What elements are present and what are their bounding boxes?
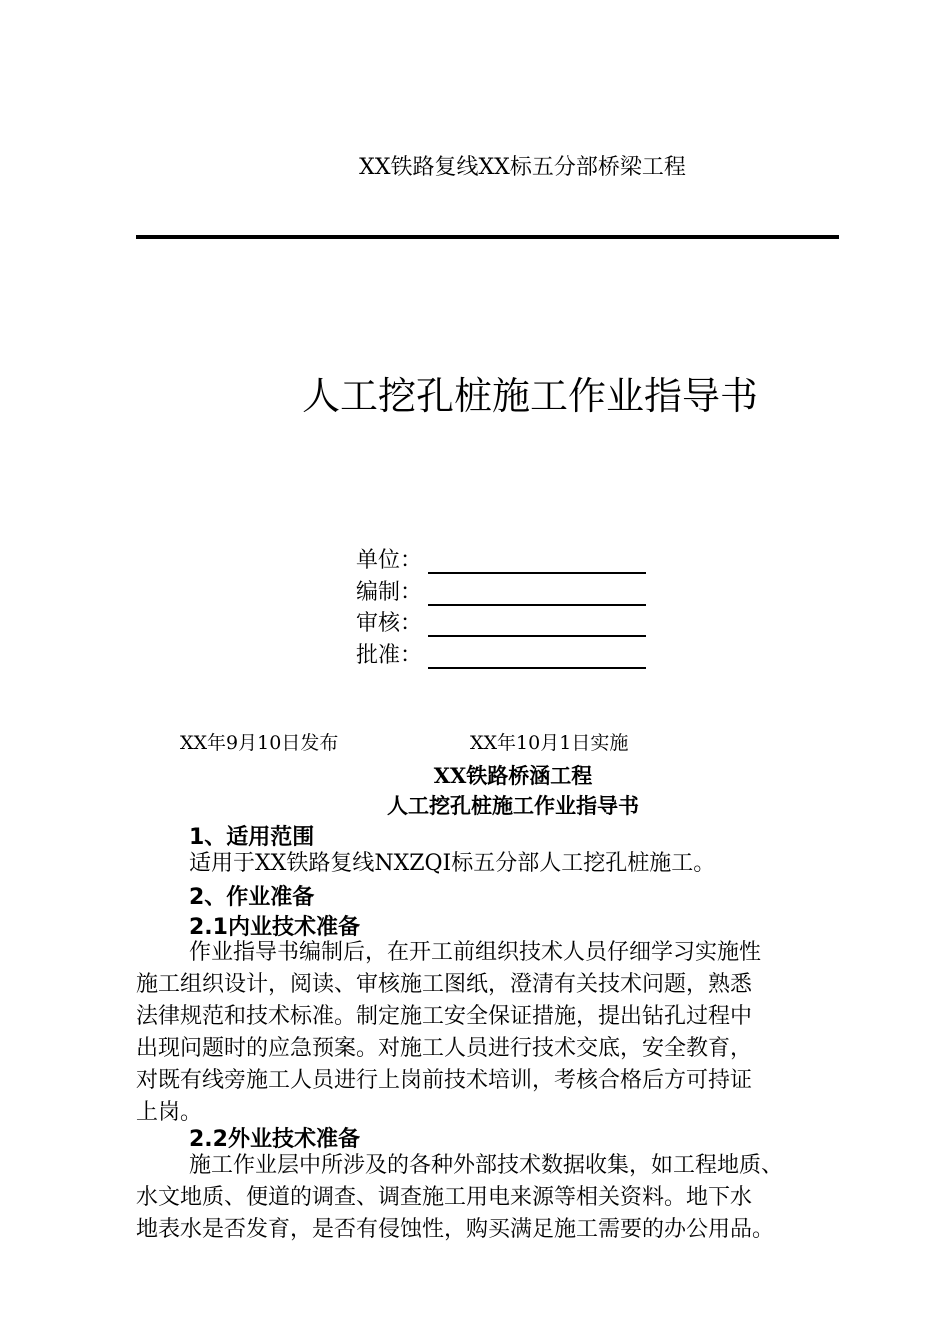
section-2-2-text xyxy=(136,1150,861,1246)
document-title: 人工挖孔桩施工作业指导书 xyxy=(301,374,758,418)
signature-label: 审核： xyxy=(356,611,423,636)
text-line: 作业指导书编制后，在开工前组织技术人员仔细学习实施性 xyxy=(189,940,762,965)
effective-date: XX年10月1日实施 xyxy=(470,732,629,754)
text-line: 施工作业层中所涉及的各种外部技术数据收集，如工程地质、 xyxy=(189,1153,784,1178)
issue-date: XX年9月10日发布 xyxy=(180,732,339,754)
section-2-2-heading: 2.2外业技术准备 xyxy=(189,1127,360,1152)
signature-blank-line xyxy=(428,613,646,637)
text-line: 上岗。 xyxy=(136,1100,203,1125)
text-line: 施工组织设计，阅读、审核施工图纸，澄清有关技术问题，熟悉 xyxy=(136,972,753,997)
text-line: 对既有线旁施工人员进行上岗前技术培训，考核合格后方可持证 xyxy=(136,1068,753,1093)
signature-author xyxy=(356,575,646,606)
section-1-text xyxy=(189,848,914,880)
text-line: 法律规范和技术标准。制定施工安全保证措施，提出钻孔过程中 xyxy=(136,1004,753,1029)
text-line: 地表水是否发育，是否有侵蚀性，购买满足施工需要的办公用品。 xyxy=(136,1217,775,1242)
company-name: XX铁路桥涵工程 xyxy=(433,763,593,788)
signature-review xyxy=(356,606,646,637)
section-1-heading: 1、适用范围 xyxy=(189,825,315,850)
text-line: 适用于XX铁路复线NXZQI标五分部人工挖孔桩施工。 xyxy=(189,851,716,876)
signature-label: 批准： xyxy=(356,643,423,668)
body-title: 人工挖孔桩施工作业指导书 xyxy=(387,793,639,818)
project-header: XX铁路复线XX标五分部桥梁工程 xyxy=(359,155,686,180)
signature-blank-line xyxy=(428,550,646,574)
signature-blank-line xyxy=(428,582,646,606)
signature-unit xyxy=(356,543,646,574)
signature-blank-line xyxy=(428,645,646,669)
header-rule xyxy=(136,235,839,239)
signature-label: 编制： xyxy=(356,580,423,605)
section-2-heading: 2、作业准备 xyxy=(189,885,315,910)
text-line: 水文地质、便道的调查、调查施工用电来源等相关资料。地下水 xyxy=(136,1185,753,1210)
signature-label: 单位： xyxy=(356,548,423,573)
text-line: 出现问题时的应急预案。对施工人员进行技术交底，安全教育， xyxy=(136,1036,753,1061)
signature-approve xyxy=(356,638,646,669)
section-2-1-heading: 2.1内业技术准备 xyxy=(189,915,360,940)
section-2-1-text xyxy=(136,937,861,1129)
